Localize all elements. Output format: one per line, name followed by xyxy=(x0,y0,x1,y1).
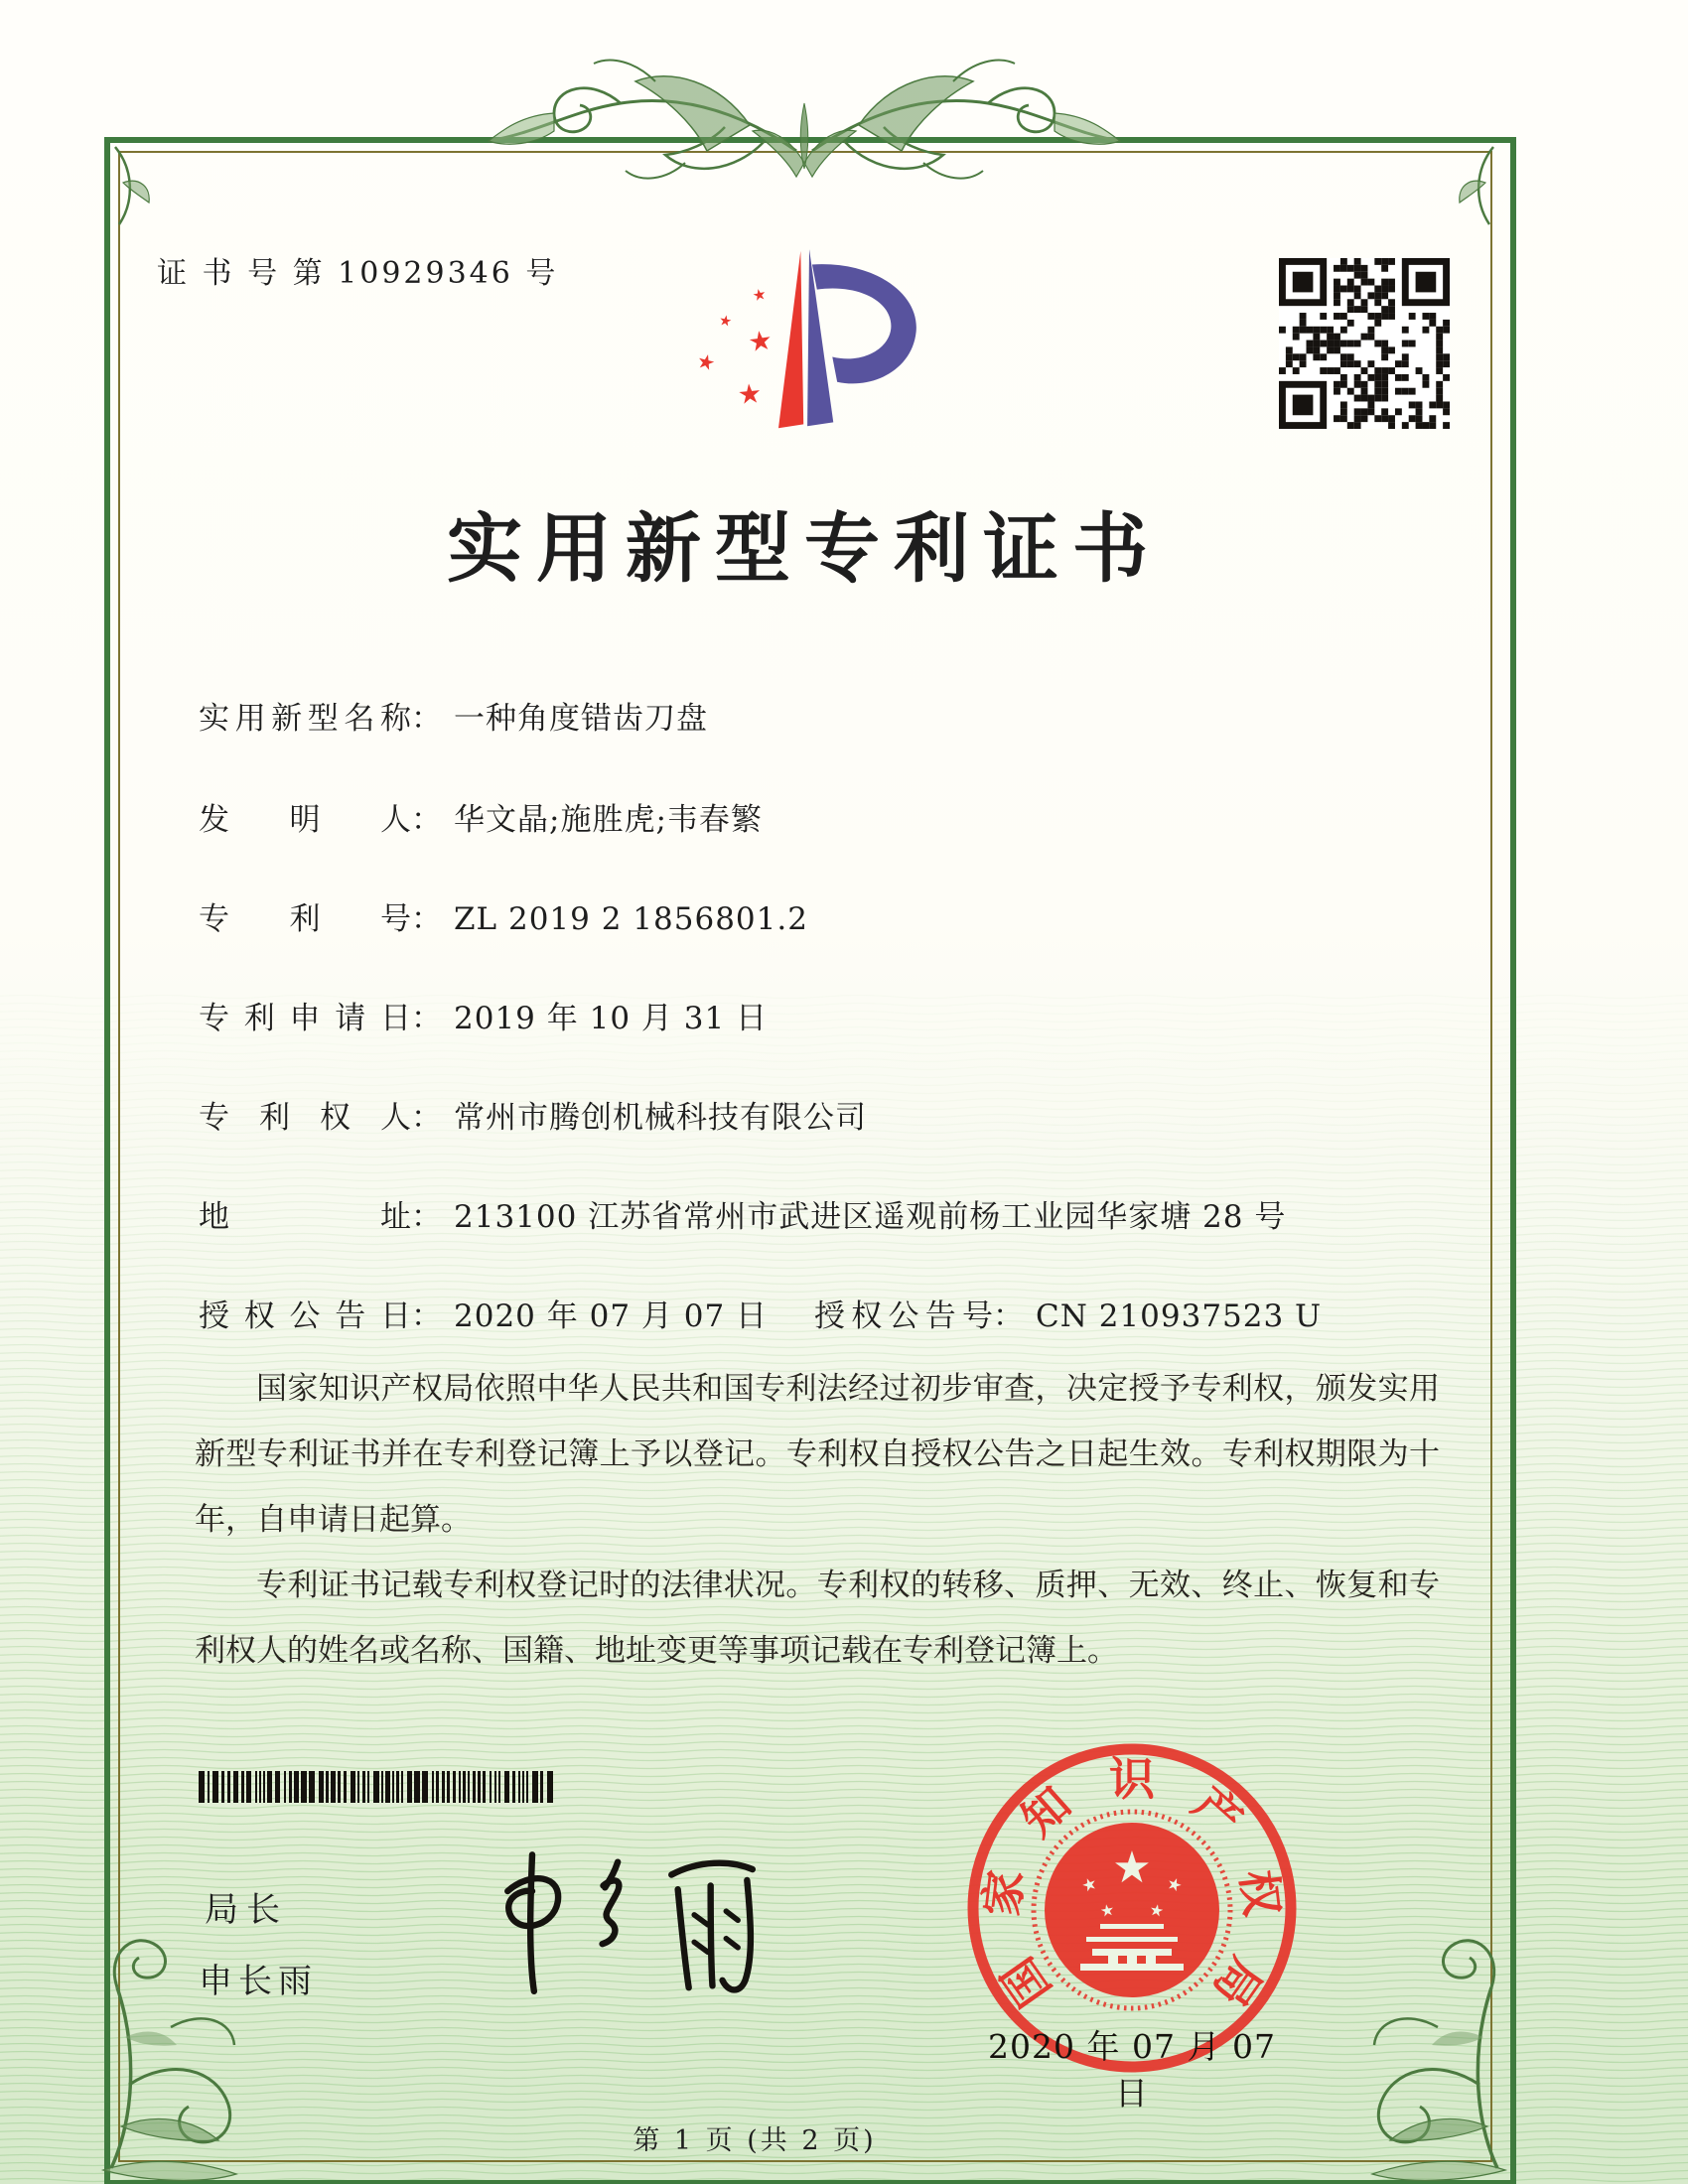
field-value: 2019 年 10 月 31 日 xyxy=(454,1001,769,1036)
svg-text:知: 知 xyxy=(1011,1776,1081,1847)
qr-code xyxy=(1279,258,1450,429)
svg-text:★: ★ xyxy=(717,312,734,331)
svg-text:识: 识 xyxy=(1109,1752,1155,1806)
field-value: 常州市腾创机械科技有限公司 xyxy=(454,1100,867,1136)
svg-text:★: ★ xyxy=(1078,1873,1100,1898)
field-value: 213100 江苏省常州市武进区遥观前杨工业园华家塘 28 号 xyxy=(454,1199,1287,1235)
field-row-patentee: 专利权人： 常州市腾创机械科技有限公司 xyxy=(199,1092,1450,1137)
field-row-inventors: 发明人： 华文晶;施胜虎;韦春繁 xyxy=(199,794,1450,839)
svg-text:★: ★ xyxy=(1148,1899,1166,1921)
legal-body-text xyxy=(195,1356,1440,1684)
svg-text:★: ★ xyxy=(751,284,769,306)
page-number-footer: 第 1 页 (共 2 页) xyxy=(633,2125,877,2156)
field-row-grant-date: 授权公告日： 2020 年 07 月 07 日 授权公告号： CN 210937523 U xyxy=(199,1291,1450,1335)
top-left-corner-ornament xyxy=(111,145,191,244)
svg-text:★: ★ xyxy=(1112,1842,1152,1893)
field-label: 专利申请日 xyxy=(199,1001,411,1036)
field-label: 地址 xyxy=(199,1199,411,1235)
field-row-name: 实用新型名称： 一种角度错齿刀盘 xyxy=(199,693,1450,738)
field-label: 专利权人 xyxy=(199,1100,411,1136)
document-title: 实用新型专利证书 xyxy=(447,504,1162,593)
field-value: 2020 年 07 月 07 日 xyxy=(454,1298,769,1334)
svg-text:国: 国 xyxy=(991,1948,1061,2016)
field-label: 授权公告号 xyxy=(814,1298,993,1334)
svg-text:★: ★ xyxy=(746,325,774,359)
field-row-patent-number: 专利号： ZL 2019 2 1856801.2 xyxy=(199,893,1450,938)
field-grant-publication-number: 授权公告号： CN 210937523 U xyxy=(814,1291,1322,1335)
field-value: 一种角度错齿刀盘 xyxy=(454,701,708,737)
barcode xyxy=(199,1771,558,1803)
svg-text:★: ★ xyxy=(1098,1899,1116,1921)
top-center-ornament xyxy=(447,38,1162,226)
svg-text:局: 局 xyxy=(1202,1948,1273,2016)
svg-text:★: ★ xyxy=(1164,1873,1186,1898)
field-label: 专利号 xyxy=(199,901,411,937)
field-value: 华文晶;施胜虎;韦春繁 xyxy=(454,802,763,838)
svg-text:★: ★ xyxy=(736,378,764,412)
seal-date: 2020 年 07 月 07 日 xyxy=(988,2027,1276,2113)
cnipa-logo-icon xyxy=(685,238,935,445)
director-signature xyxy=(457,1837,804,2000)
svg-text:权: 权 xyxy=(1230,1866,1290,1919)
field-value: ZL 2019 2 1856801.2 xyxy=(454,901,808,937)
svg-text:★: ★ xyxy=(694,347,718,376)
national-emblem xyxy=(1034,1812,1230,2008)
top-right-corner-ornament xyxy=(1418,145,1497,244)
field-value: CN 210937523 U xyxy=(1036,1298,1323,1334)
field-label: 实用新型名称 xyxy=(199,701,411,737)
field-row-address: 地址： 213100 江苏省常州市武进区遥观前杨工业园华家塘 28 号 xyxy=(199,1191,1450,1236)
field-row-filing-date: 专利申请日： 2019 年 10 月 31 日 xyxy=(199,993,1450,1037)
body-paragraph-2: 专利证书记载专利权登记时的法律状况。专利权的转移、质押、无效、终止、恢复和专利权人的姓名或名称、国籍、地址变更等事项记载在专利登记簿上。 xyxy=(195,1568,1440,1669)
field-label: 发明人 xyxy=(199,802,411,838)
director-title-label: 局长 xyxy=(205,1890,288,1930)
field-label: 授权公告日 xyxy=(199,1298,411,1334)
svg-text:产: 产 xyxy=(1183,1776,1253,1847)
svg-text:家: 家 xyxy=(974,1866,1034,1919)
body-paragraph-1: 国家知识产权局依照中华人民共和国专利法经过初步审查，决定授予专利权，颁发实用新型专利证书并在专利登记簿上予以登记。专利权自授权公告之日起生效。专利权期限为十年，自申请日起算。 xyxy=(195,1371,1440,1538)
director-name: 申长雨 xyxy=(199,1962,318,2001)
certificate-number: 证 书 号 第 10929346 号 xyxy=(157,256,559,291)
